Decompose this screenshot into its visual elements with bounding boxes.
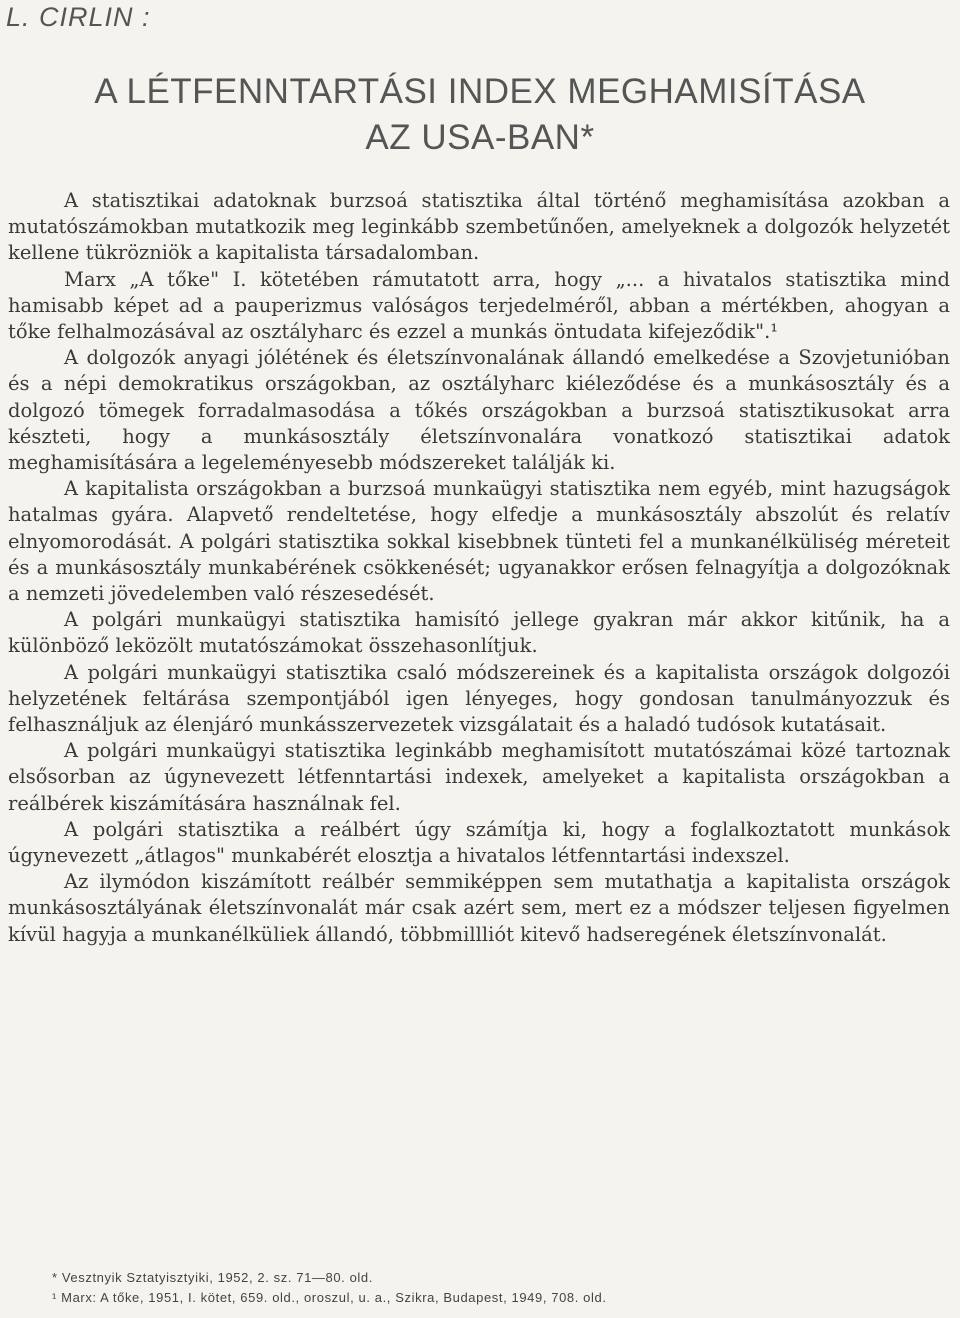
paragraph-3: A dolgozók anyagi jólétének és életszínvonalának állandó emelkedése a Szovjetunióban és a népi demokratikus országokban, az osztályharc kiéleződése és a munkásosztály és a dolgozó tömegek forradalmasodása a tőkés országokban a burzsoá statisztikusokat arra készteti, hogy a munkásosztály életszínvonalára vonatkozó statisztikai adatok meghamisítására a legeleményesebb módszereket találják ki. xyxy=(8,346,950,475)
paragraph-8: A polgári statisztika a reálbért úgy számítja ki, hogy a foglalkoztatott munkások úgynevezett „átlagos" munkabérét elosztja a hivatalos létfenntartási indexszel. xyxy=(8,817,950,868)
footnotes xyxy=(52,1268,932,1308)
footnote-1: ¹ Marx: A tőke, 1951, I. kötet, 659. old., oroszul, u. a., Szikra, Budapest, 1949, 708. old. xyxy=(52,1290,607,1305)
author-name: L. CIRLIN : xyxy=(6,2,151,32)
article-title-line-2: AZ USA-BAN* xyxy=(365,118,595,157)
footnote-source: * Vesztnyik Sztatyisztyiki, 1952, 2. sz. 71—80. old. xyxy=(52,1270,373,1285)
paragraph-9: Az ilymódon kiszámított reálbér semmiképpen sem mutathatja a kapitalista országok munkásosztályának életszínvonalát már csak azért sem, mert ez a módszer teljesen figyelmen kívül hagyja a munkanélküliek állandó, többmillliót kitevő hadseregének életszínvonalát. xyxy=(8,870,950,946)
paragraph-4: A kapitalista országokban a burzsoá munkaügyi statisztika nem egyéb, mint hazugságok hatalmas gyára. Alapvető rendeltetése, hogy elfedje a munkásosztály abszolút és relatív elnyomorodását. A polgári statisztika sokkal kisebbnek tünteti fel a munkanélküliség méreteit és a munkásosztály munkabérének csökkenését; ugyanakkor erősen felnagyítja a dolgozóknak a nemzeti jövedelemben való részesedését. xyxy=(8,477,950,606)
paragraph-5: A polgári munkaügyi statisztika hamisító jellege gyakran már akkor kitűnik, ha a különböző leközölt mutatószámokat összehasonlítjuk. xyxy=(8,608,950,658)
article-title-line-1: A LÉTFENNTARTÁSI INDEX MEGHAMISÍTÁSA xyxy=(94,72,866,111)
article-body xyxy=(8,188,950,948)
paragraph-2: Marx „A tőke" I. kötetében rámutatott arra, hogy „... a hivatalos statisztika mind hamisabb képet ad a pauperizmus valóságos terjedelméről, abban a mértékben, ahogyan a tőke felhalmozásával az osztályharc és ezzel a munkás öntudata kifejeződik".¹ xyxy=(8,267,950,344)
paragraph-6: A polgári munkaügyi statisztika csaló módszereinek és a kapitalista országok dolgozói helyzetének feltárása szempontjából igen lényeges, hogy gondosan tanulmányozzuk és felhasználjuk az élenjáró munkásszervezetek vizsgálatait és a haladó tudósok kutatásait. xyxy=(8,660,950,737)
paragraph-1: A statisztikai adatoknak burzsoá statisztika által történő meghamisítása azokban a mutatószámokban mutatkozik meg leginkább szembetűnően, amelyeknek a dolgozók helyzetét kellene tükrözniök a kapitalista társadalomban. xyxy=(8,189,950,265)
paragraph-7: A polgári munkaügyi statisztika leginkább meghamisított mutatószámai közé tartoznak elsősorban az úgynevezett létfenntartási indexek, amelyeket a kapitalista országokban a reálbérek kiszámítására használnak fel. xyxy=(8,739,950,815)
